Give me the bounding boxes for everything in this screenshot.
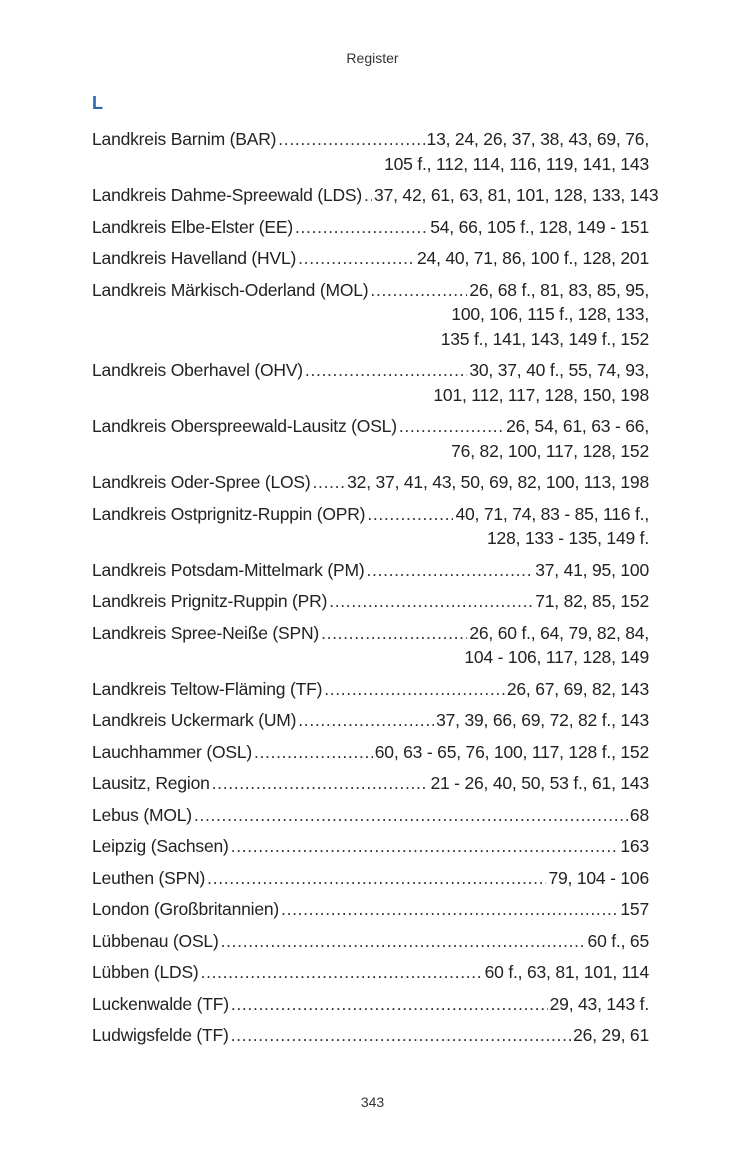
index-entry bbox=[92, 992, 649, 1017]
index-term: Luckenwalde (TF) bbox=[92, 993, 229, 1014]
index-term: Landkreis Ostprignitz-Ruppin (OPR) bbox=[92, 503, 366, 524]
index-term: Landkreis Barnim (BAR) bbox=[92, 129, 277, 149]
index-entry bbox=[92, 677, 649, 702]
index-entry-first-line bbox=[92, 621, 649, 646]
index-entry bbox=[92, 771, 649, 796]
index-entry bbox=[92, 1023, 649, 1048]
index-list bbox=[92, 127, 659, 1055]
index-entry-first-line bbox=[92, 183, 659, 208]
index-entry bbox=[92, 470, 649, 495]
dot-leader bbox=[367, 558, 534, 583]
index-entry bbox=[92, 215, 649, 240]
dot-leader bbox=[298, 708, 434, 733]
index-term: Ludwigsfelde (TF) bbox=[92, 1025, 229, 1046]
index-entry-first-line bbox=[92, 358, 649, 383]
index-term: Leipzig (Sachsen) bbox=[92, 836, 229, 857]
index-term: Lübbenau (OSL) bbox=[92, 930, 219, 951]
dot-leader bbox=[295, 215, 428, 240]
index-entry-first-line bbox=[92, 929, 649, 954]
index-pages-continued: 100, 106, 115 f., 128, 133, bbox=[451, 304, 649, 325]
index-pages: 60, 63 - 65, 76, 100, 117, 128 f., 152 bbox=[374, 741, 649, 762]
index-entry bbox=[92, 558, 649, 583]
index-pages: 21 - 26, 40, 50, 53 f., 61, 143 bbox=[430, 773, 649, 794]
index-term: Landkreis Oberhavel (OHV) bbox=[92, 360, 303, 381]
index-pages: 54, 66, 105 f., 128, 149 - 151 bbox=[430, 216, 649, 237]
index-entry bbox=[92, 708, 649, 733]
index-entry-first-line bbox=[92, 992, 649, 1017]
dot-leader bbox=[367, 502, 453, 527]
index-pages: 71, 82, 85, 152 bbox=[535, 591, 649, 612]
index-entry-first-line bbox=[92, 708, 649, 733]
dot-leader bbox=[298, 246, 415, 271]
index-term: Lauchhammer (OSL) bbox=[92, 741, 252, 762]
index-pages-continued: 128, 133 - 135, 149 f. bbox=[487, 528, 649, 549]
page-number: 343 bbox=[360, 1094, 385, 1110]
index-entry bbox=[92, 960, 649, 985]
index-term: Landkreis Dahme-Spreewald (LDS) bbox=[92, 185, 363, 206]
index-pages: 40, 71, 74, 83 - 85, 116 f., bbox=[455, 503, 649, 524]
index-pages-continued: 105 f., 112, 114, 116, 119, 141, 143 bbox=[384, 153, 649, 174]
index-pages: 37, 41, 95, 100 bbox=[535, 559, 649, 580]
index-pages: 26, 67, 69, 82, 143 bbox=[506, 678, 649, 699]
index-term: Landkreis Oberspreewald-Lausitz (OSL) bbox=[92, 416, 397, 437]
index-pages: 24, 40, 71, 86, 100 f., 128, 201 bbox=[417, 248, 649, 269]
index-term: Leuthen (SPN) bbox=[92, 867, 206, 888]
dot-leader bbox=[221, 929, 586, 954]
index-pages: 163 bbox=[620, 836, 649, 857]
index-term: London (Großbritannien) bbox=[92, 899, 280, 920]
index-entry-first-line bbox=[92, 960, 649, 985]
running-head: Register bbox=[346, 50, 399, 66]
dot-leader bbox=[231, 834, 619, 859]
index-entry-first-line bbox=[92, 414, 649, 439]
index-entry-first-line bbox=[92, 246, 649, 271]
dot-leader bbox=[194, 803, 628, 828]
index-term: Landkreis Märkisch-Oderland (MOL) bbox=[92, 279, 369, 300]
dot-leader bbox=[321, 621, 467, 646]
index-entry bbox=[92, 803, 649, 828]
index-pages: 30, 37, 40 f., 55, 74, 93, bbox=[469, 360, 649, 381]
dot-leader bbox=[201, 960, 483, 985]
index-term: Lausitz, Region bbox=[92, 773, 210, 794]
section-letter: L bbox=[92, 93, 103, 113]
index-entry bbox=[92, 929, 649, 954]
dot-leader bbox=[254, 740, 373, 765]
index-term: Landkreis Prignitz-Ruppin (PR) bbox=[92, 591, 328, 612]
index-entry bbox=[92, 278, 649, 352]
index-entry-first-line bbox=[92, 127, 649, 152]
dot-leader bbox=[231, 992, 548, 1017]
index-entry-first-line bbox=[92, 215, 649, 240]
index-entry bbox=[92, 414, 649, 463]
dot-leader bbox=[278, 127, 424, 152]
dot-leader bbox=[212, 771, 429, 796]
index-entry-first-line bbox=[92, 897, 649, 922]
index-entry bbox=[92, 740, 649, 765]
index-entry-first-line bbox=[92, 771, 649, 796]
index-term: Landkreis Spree-Neiße (SPN) bbox=[92, 622, 320, 643]
dot-leader bbox=[364, 183, 372, 208]
index-entry bbox=[92, 834, 649, 859]
index-entry-first-line bbox=[92, 866, 649, 891]
index-term: Landkreis Oder-Spree (LOS) bbox=[92, 472, 311, 493]
index-pages: 32, 37, 41, 43, 50, 69, 82, 100, 113, 198 bbox=[347, 472, 649, 493]
index-term: Landkreis Potsdam-Mittelmark (PM) bbox=[92, 559, 365, 580]
index-entry-first-line bbox=[92, 677, 649, 702]
index-entry bbox=[92, 897, 649, 922]
index-pages-continued: 135 f., 141, 143, 149 f., 152 bbox=[440, 328, 649, 349]
dot-leader bbox=[231, 1023, 571, 1048]
index-pages: 37, 39, 66, 69, 72, 82 f., 143 bbox=[436, 710, 649, 731]
index-entry-first-line bbox=[92, 502, 649, 527]
index-pages: 68 bbox=[629, 804, 649, 825]
index-entry bbox=[92, 358, 649, 407]
index-pages: 26, 68 f., 81, 83, 85, 95, bbox=[469, 279, 649, 300]
index-entry bbox=[92, 183, 659, 208]
dot-leader bbox=[399, 414, 504, 439]
index-term: Lübben (LDS) bbox=[92, 962, 199, 983]
index-entry bbox=[92, 246, 649, 271]
index-pages-continued: 101, 112, 117, 128, 150, 198 bbox=[433, 384, 649, 405]
index-entry bbox=[92, 866, 649, 891]
dot-leader bbox=[281, 897, 618, 922]
index-pages: 13, 24, 26, 37, 38, 43, 69, 76, bbox=[426, 129, 649, 149]
index-entry-first-line bbox=[92, 834, 649, 859]
index-term: Lebus (MOL) bbox=[92, 804, 192, 825]
index-entry bbox=[92, 589, 649, 614]
index-pages: 26, 29, 61 bbox=[573, 1025, 649, 1046]
index-entry-first-line bbox=[92, 1023, 649, 1048]
index-term: Landkreis Havelland (HVL) bbox=[92, 248, 297, 269]
index-pages-continued: 76, 82, 100, 117, 128, 152 bbox=[451, 440, 649, 461]
index-pages: 60 f., 63, 81, 101, 114 bbox=[484, 962, 649, 983]
index-pages: 26, 60 f., 64, 79, 82, 84, bbox=[469, 622, 649, 643]
dot-leader bbox=[305, 358, 467, 383]
dot-leader bbox=[370, 278, 467, 303]
index-term: Landkreis Elbe-Elster (EE) bbox=[92, 216, 293, 237]
index-pages: 157 bbox=[620, 899, 649, 920]
index-entry-first-line bbox=[92, 470, 649, 495]
index-entry-first-line bbox=[92, 558, 649, 583]
index-pages-continued: 104 - 106, 117, 128, 149 bbox=[464, 647, 649, 668]
dot-leader bbox=[207, 866, 546, 891]
index-entry bbox=[92, 127, 649, 176]
index-pages: 79, 104 - 106 bbox=[548, 867, 649, 888]
index-pages: 60 f., 65 bbox=[587, 930, 649, 951]
index-entry-first-line bbox=[92, 278, 649, 303]
index-pages: 26, 54, 61, 63 - 66, bbox=[506, 416, 649, 437]
index-entry bbox=[92, 502, 649, 551]
index-pages: 29, 43, 143 f. bbox=[549, 993, 649, 1014]
index-pages: 37, 42, 61, 63, 81, 101, 128, 133, 143 bbox=[374, 185, 659, 206]
dot-leader bbox=[324, 677, 505, 702]
index-entry bbox=[92, 621, 649, 670]
index-term: Landkreis Uckermark (UM) bbox=[92, 710, 297, 731]
index-entry-first-line bbox=[92, 803, 649, 828]
dot-leader bbox=[313, 470, 346, 495]
index-entry-first-line bbox=[92, 740, 649, 765]
index-entry-first-line bbox=[92, 589, 649, 614]
dot-leader bbox=[329, 589, 533, 614]
index-term: Landkreis Teltow-Fläming (TF) bbox=[92, 678, 323, 699]
